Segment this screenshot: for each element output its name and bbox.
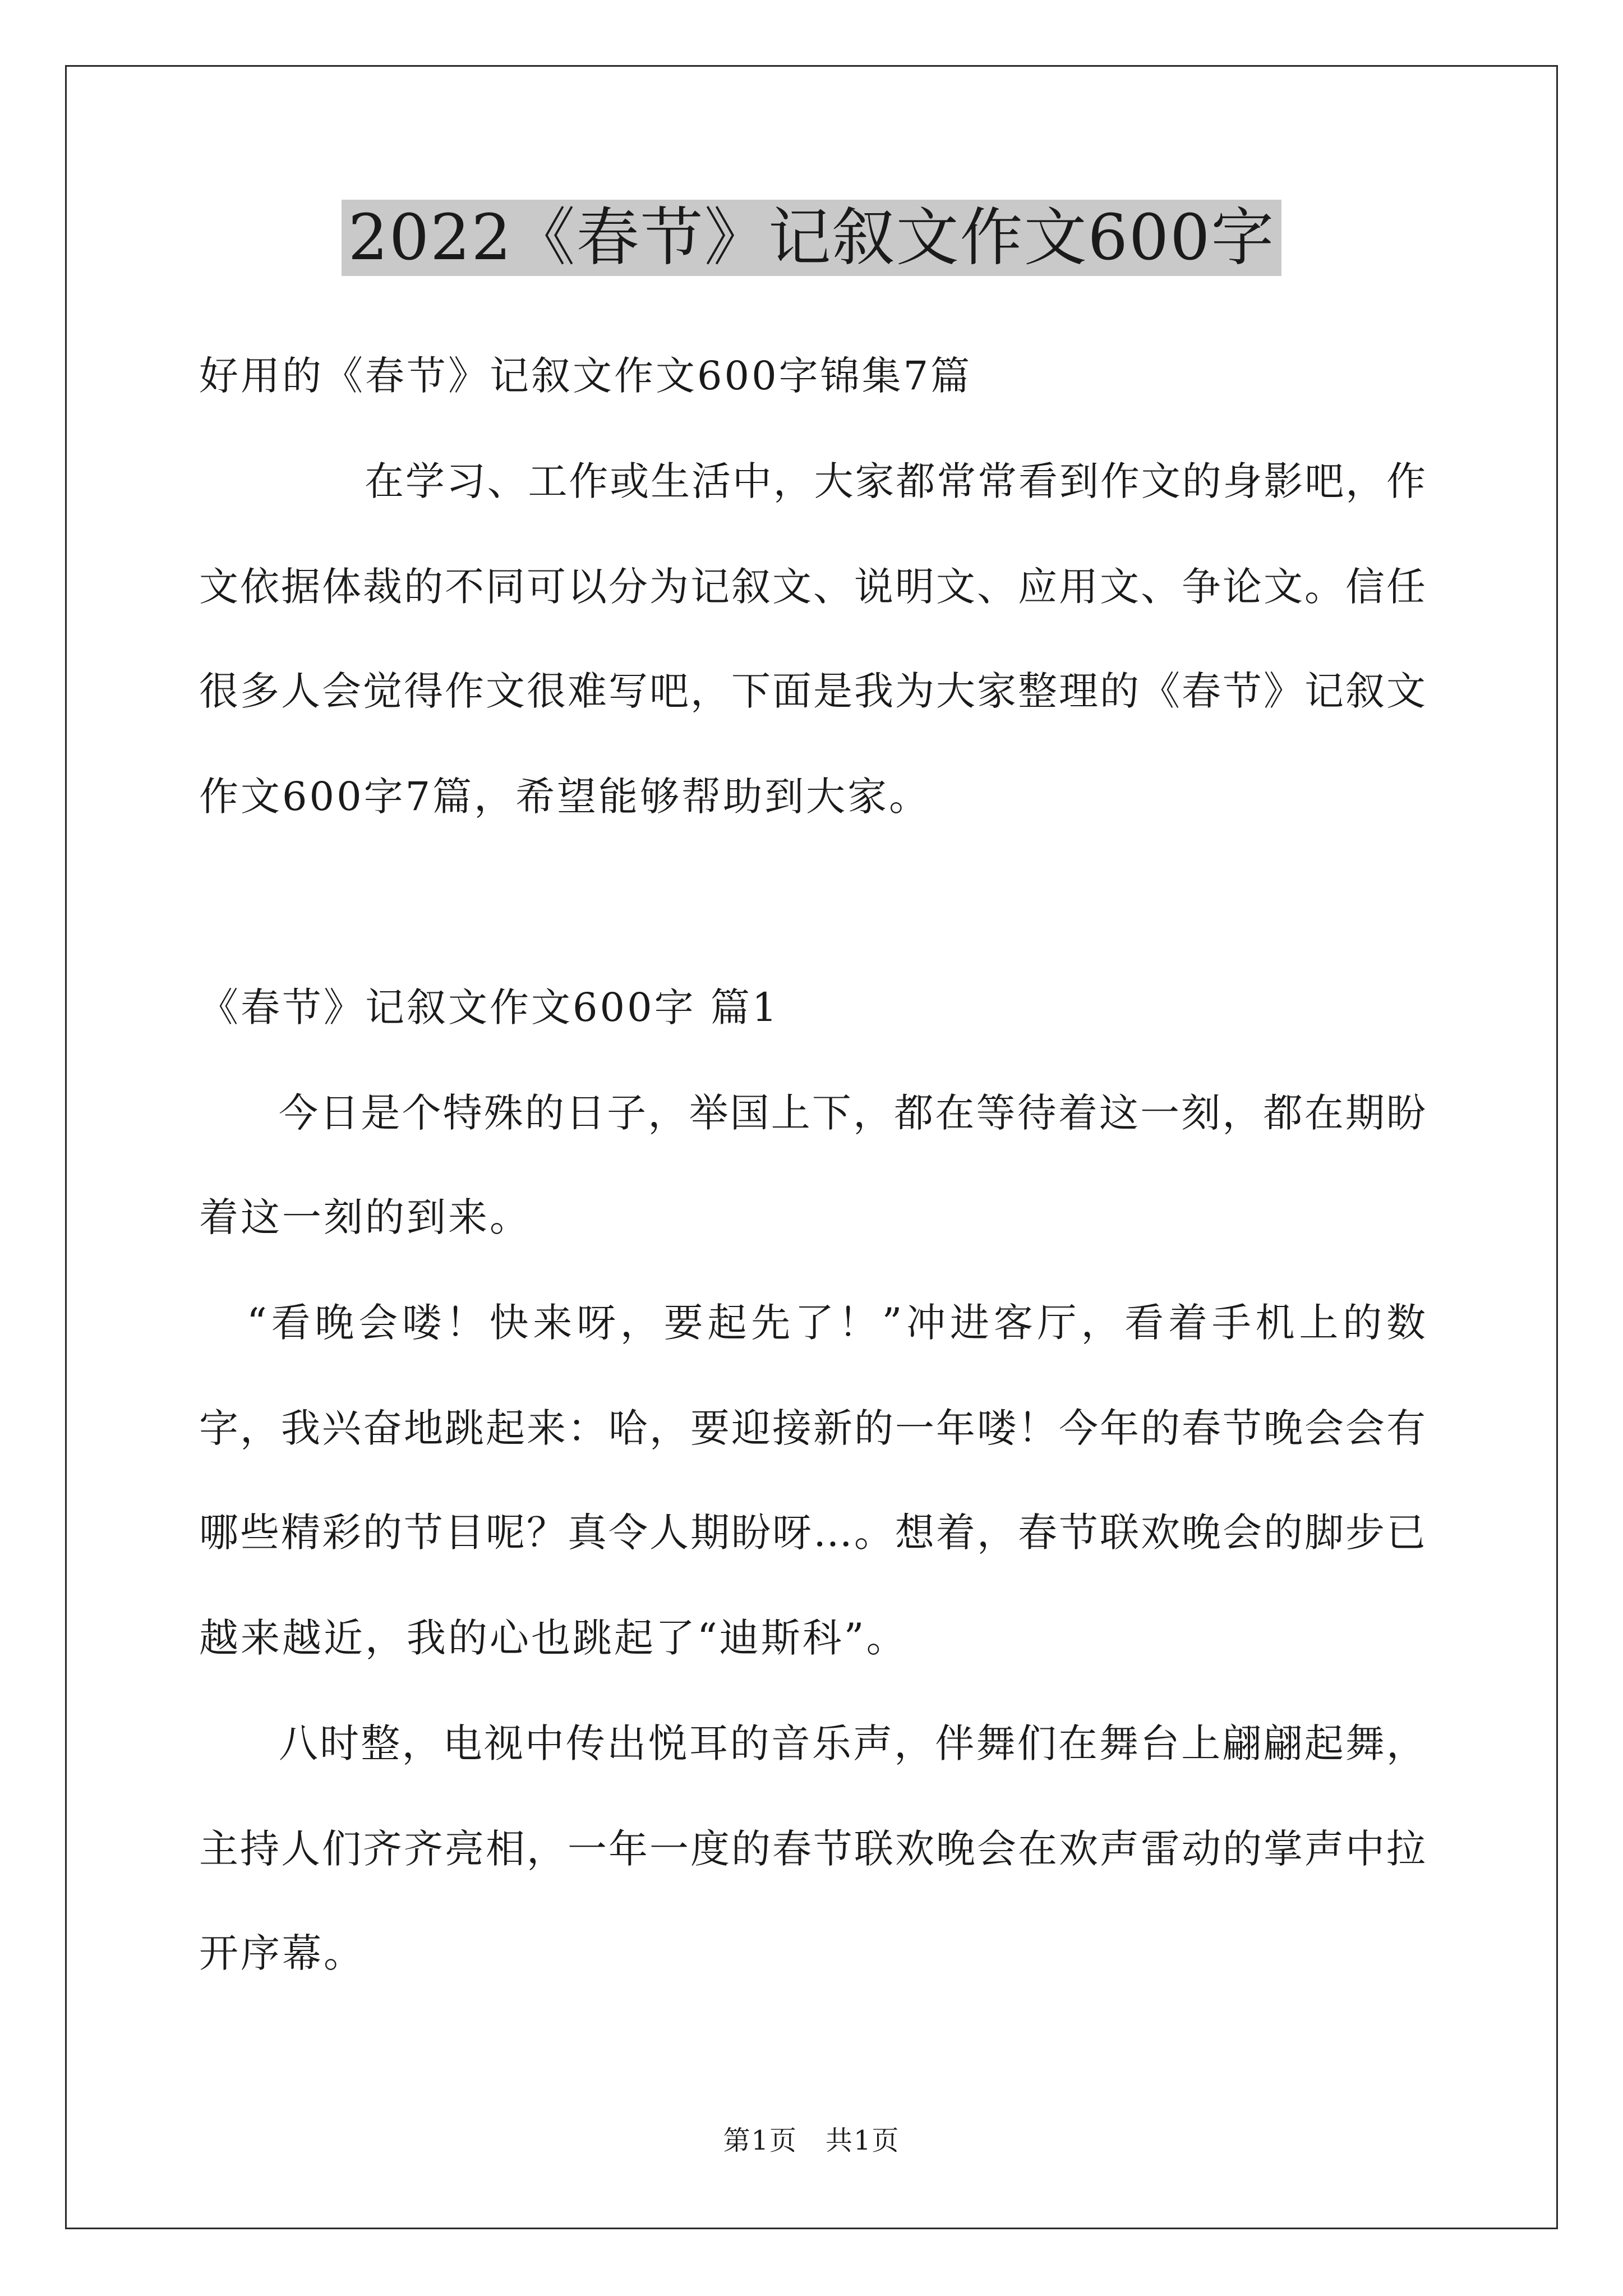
section-heading: 《春节》记叙文作文600字 篇1 xyxy=(199,984,780,1030)
para1-line-2: 着这一刻的到来。 xyxy=(199,1194,531,1240)
para2-line-2: 字，我兴奋地跳起来：哈，要迎接新的一年喽！今年的春节晚会会有 xyxy=(199,1405,1426,1451)
para1-line-1: 今日是个特殊的日子，举国上下，都在等待着这一刻，都在期盼 xyxy=(279,1090,1426,1136)
para2-line-4: 越来越近，我的心也跳起了“迪斯科”。 xyxy=(199,1615,908,1661)
page-footer: 第1页 共1页 xyxy=(723,2125,900,2156)
document-subtitle: 好用的《春节》记叙文作文600字锦集7篇 xyxy=(199,353,972,399)
para3-line-2: 主持人们齐齐亮相，一年一度的春节联欢晚会在欢声雷动的掌声中拉 xyxy=(199,1826,1426,1872)
document-title: 2022《春节》记叙文作文600字 xyxy=(342,200,1282,276)
intro-line-2: 文依据体裁的不同可以分为记叙文、说明文、应用文、争论文。信任 xyxy=(199,564,1426,610)
para3-line-1: 八时整，电视中传出悦耳的音乐声，伴舞们在舞台上翩翩起舞， xyxy=(279,1720,1426,1766)
para2-line-3: 哪些精彩的节目呢？真令人期盼呀…。想着，春节联欢晚会的脚步已 xyxy=(199,1510,1426,1556)
intro-line-1: 在学习、工作或生活中，大家都常常看到作文的身影吧，作 xyxy=(365,458,1426,504)
title-block xyxy=(0,200,1623,276)
para2-line-1: “看晚会喽！快来呀，要起先了！”冲进客厅，看着手机上的数 xyxy=(247,1300,1426,1346)
intro-line-4: 作文600字7篇，希望能够帮助到大家。 xyxy=(199,774,931,820)
intro-line-3: 很多人会觉得作文很难写吧，下面是我为大家整理的《春节》记叙文 xyxy=(199,668,1426,714)
para3-line-3: 开序幕。 xyxy=(199,1930,365,1976)
